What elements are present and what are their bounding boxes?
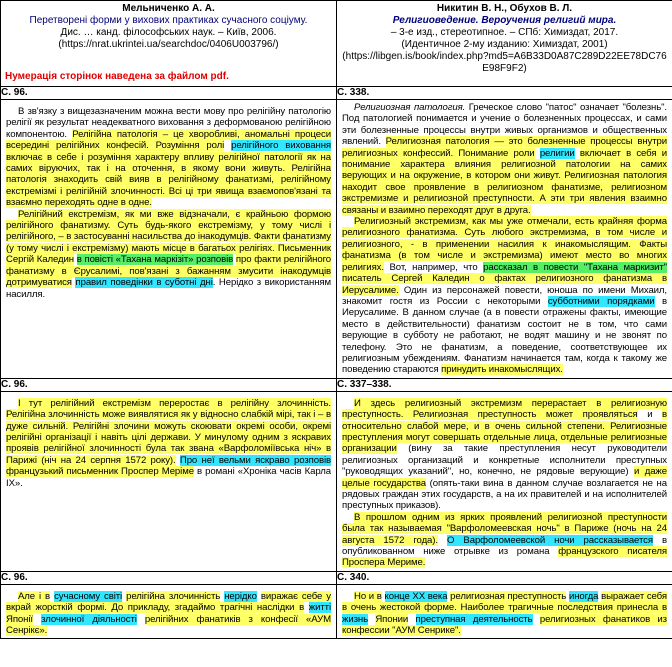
right-passage: Но и в конце XX века религиозная преступность иногда выражает себя в очень жестокой форме. Наиболее трагичные последствия принесла в жизнь Японии преступная деятельность религиозных фанатиков из конфессии "АУМ Сенрике". [342, 590, 667, 637]
page-numbering-note: Нумерація сторінок наведена за файлом pdf. [5, 71, 229, 82]
text-row-1 [1, 100, 672, 379]
left-passage: Але і в сучасному світі релігійна злочинність нерідко виражає себе у вкрай жорсткій формі. До прикладу, згадаймо трагічні наслідки в житті Японії злочинної діяльності релігійних фанатиків з конфесії «АУМ Сенрікє». [6, 590, 331, 637]
right-source-link[interactable]: (https://libgen.is/book/index.php?md5=A6B33D0A87C289D22EE78DC76E98F9F2) [342, 51, 667, 74]
text-row-2 [1, 391, 672, 571]
left-title: Перетворені форми у вихових практиках сучасного соціуму. [29, 15, 308, 26]
left-page-ref: С. 96. [1, 571, 337, 584]
right-passage: Религиозная патология. Греческое слово "патос" означает "болезнь". Под патологией понимается и учение о болезненных процессах, и сами эти болезненные процессы внутри живых организмов и общественных явлений. Религиозная патология — это болезненные процессы внутри религиозных конфессий. Понимание роли религии включает в себя и понимание характера влияния религиозной патологии на самих верующих и на окружение, в котором они живут. Религиозная патология находит свое проявление в религиозном фанатизме, религиозном экстремизме и религиозной преступности. А эти три явления взаимно связаны и взаимно переходят друг в друга. Религиозный экстремизм, как мы уже отмечали, есть крайняя форма религиозного фанатизма. Суть любого экстремизма, в том числе и религиозного, - в применении насилия к инакомыслящим. Факты фанатизма (в том числе и экстремизма) имеют место во многих религиях. Вот, например, что рассказал в повести "Тахана маркизит" писатель Сергей Каледин о фактах религиозного фанатизма в Иерусалиме. Один из персонажей повести, юноша по имени Михаил, знакомит гостя из России с некоторыми субботними порядками в Иерусалиме. В данном случае (а в повести отражены факты, имеющие место в действительности) фанатизм состоит не в том, что сами верующие в субботу не работают, не водят машину и не звонят по телефону. Это не фанатизм, а поведение, соответствующее их религиозным убеждениям. Фанатизм начинается там, когда к такому же поведению стараются принудить инакомыслящих. [342, 102, 668, 376]
left-passage: В зв'язку з вищезазначеним можна вести мову про релігійну патологію релігії як результат неадекватного виховання з деформованою релігійною компонентою. Релігійна патологія – це хворобливі, аномальні процеси всередині релігійних конфесій. Розуміння ролі релігійного виховання включає в себе і розуміння характеру впливу релігійної патології як на самих віруючих, так і на оточення, в якому вони живуть. Релігійна патологія знаходить свій вияв в релігійному фанатизмі, релігійному екстремізмі і релігійній злочинності. Всі ці три явища взаємопов'язані та взаємно переходять одне в одне. Релігійний екстремізм, як ми вже відзначали, є крайньою формою релігійного фанатизму. Суть будь-якого екстремізму, у тому числі і релігійного, – в застосуванні насильства до інакодумців. Факти фанатизму (у тому числі і екстремізму) мають місце в багатьох релігіях. Письменник Сергій Каледин в повісті «Тахана маркізіт» розповів про факти релігійного фанатизму в Єрусалимі, пов'язані з бажанням змусити інакодумців дотримуватися правил поведінки в суботні дні. Нерідко з використанням насилля. [6, 106, 331, 300]
page-row-3 [1, 571, 672, 584]
right-source-cell [337, 1, 672, 87]
left-author: Мельниченко А. А. [122, 3, 215, 14]
left-publication: Дис. … канд. філософських наук. – Київ, 2006. [60, 27, 277, 38]
right-author: Никитин В. Н., Обухов В. Л. [436, 3, 573, 14]
left-source-link[interactable]: (https://nrat.ukrintei.ua/searchdoc/0406U003796/) [58, 39, 279, 50]
right-page-ref: С. 338. [337, 87, 672, 100]
header-row [1, 1, 672, 87]
right-passage: И здесь религиозный экстремизм перерастает в религиозную преступность. Религиозная преступность может проявляться и в относительно слабой мере, и в очень сильной степени. Религиозные преступления могут совершать отдельные лица, отдельные религиозные организации (вину за такие преступления несут руководители религиозных организаций и конкретные исполнители преступных "руководящих указаний", но, конечно, не рядовые верующие) и даже целые государства (опять-таки вина в данном случае возлагается не на рядовых граждан этих государств, а на их правителей и на исполнителей преступных приказов). В прошлом одним из ярких проявлений религиозной преступности была так называемая "Варфоломеевская ночь" в Париже (ночь на 24 августа 1572 года). О Варфоломеевской ночи рассказывается в опубликованном ниже отрывке из романа французского писателя Проспера Мериме. [342, 397, 668, 569]
left-passage: І тут релігійний екстремізм переростає в релігійну злочинність. Релігійна злочинність може виявлятися як у відносно слабкій мірі, так і – в дуже сильній. Релігійні злочини можуть скоювати окремі особи, окремі релігійні організації і навіть цілі держави. У минулому одним з яскравих проявів релігійної злочинності була так звана «Варфоломіївська ніч» в Парижі (ніч на 24 серпня 1572 року). Про неї вельми яскраво розповів французький письменник Проспер Меріме в романі «Хроніка часів Карла IX». [6, 397, 331, 489]
page-row-2 [1, 378, 672, 391]
page-row-1 [1, 87, 672, 100]
right-reprint-note: (Идентичное 2-му изданию: Химиздат, 2001) [401, 39, 608, 50]
text-row-3 [1, 584, 672, 639]
right-page-ref: С. 337–338. [337, 378, 672, 391]
left-page-ref: С. 96. [1, 87, 337, 100]
right-title: Религиоведение. Вероучения религий мира. [392, 15, 617, 26]
right-edition: – 3-е изд., стереотипное. – СПб: Химиздат, 2017. [390, 27, 619, 38]
right-page-ref: С. 340. [337, 571, 672, 584]
left-source-cell [1, 1, 337, 87]
left-page-ref: С. 96. [1, 378, 337, 391]
